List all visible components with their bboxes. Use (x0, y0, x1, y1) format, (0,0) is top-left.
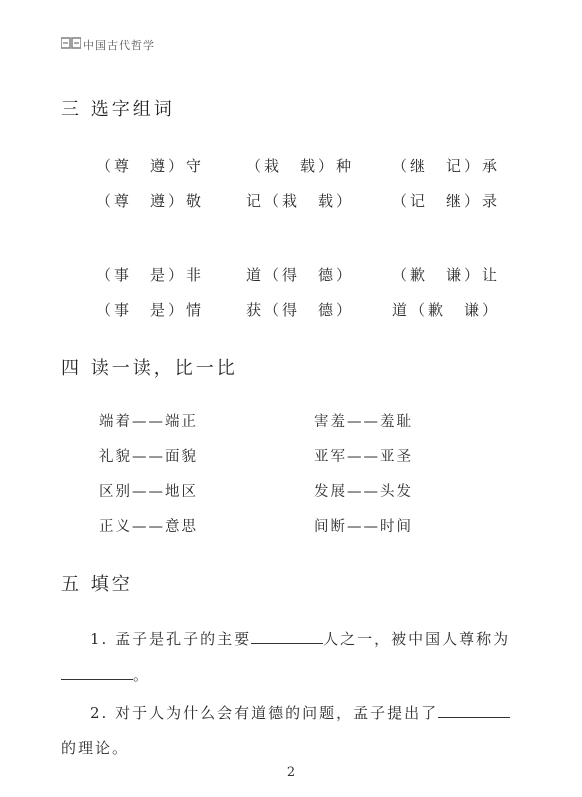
word-pair: 正义——意思 (99, 519, 198, 535)
word-cell: （事 是）非 (96, 266, 205, 284)
word-cell: 道（歉 谦） (392, 301, 501, 319)
word-pair: 间断——时间 (314, 519, 413, 535)
answer-blank-3[interactable] (438, 703, 510, 718)
word-cell: （歉 谦）让 (392, 266, 501, 284)
fill-question-2 (90, 702, 510, 723)
word-cell: （事 是）情 (96, 301, 205, 319)
question-1-end: 。 (133, 666, 151, 684)
word-cell: 获（得 德） (246, 301, 355, 319)
word-pair: 端着——端正 (99, 414, 198, 430)
book-logo-icon (61, 37, 81, 49)
word-pair: 害羞——羞耻 (314, 414, 413, 430)
word-cell: （尊 遵）敬 (96, 192, 205, 210)
word-pair: 礼貌——面貌 (99, 449, 198, 465)
fill-question-2-cont (61, 737, 129, 758)
answer-blank-1[interactable] (251, 629, 323, 644)
word-pair: 发展——头发 (314, 484, 413, 500)
question-1-text-a: 1. 孟子是孔子的主要 (90, 630, 252, 648)
word-cell: 道（得 德） (246, 266, 355, 284)
word-cell: （继 记）承 (392, 157, 501, 175)
question-2-text-b: 的理论。 (61, 739, 130, 757)
question-2-text-a: 2. 对于人为什么会有道德的问题，孟子提出了 (90, 704, 439, 722)
section-3-title: 三 选字组词 (61, 99, 175, 120)
running-header-title: 中国古代哲学 (83, 39, 155, 52)
question-1-text-b: 人之一，被中国人尊称为 (323, 630, 511, 648)
answer-blank-2[interactable] (61, 665, 133, 680)
section-5-title: 五 填空 (61, 574, 133, 595)
page-number: 2 (286, 765, 296, 780)
fill-question-1-cont (61, 664, 150, 685)
word-pair: 区别——地区 (99, 484, 198, 500)
word-cell: 记（栽 载） (246, 192, 355, 210)
word-cell: （记 继）录 (392, 192, 501, 210)
word-cell: （栽 载）种 (246, 157, 355, 175)
word-pair: 亚军——亚圣 (314, 449, 413, 465)
fill-question-1 (90, 628, 510, 649)
word-cell: （尊 遵）守 (96, 157, 205, 175)
section-4-title: 四 读一读，比一比 (61, 358, 238, 379)
